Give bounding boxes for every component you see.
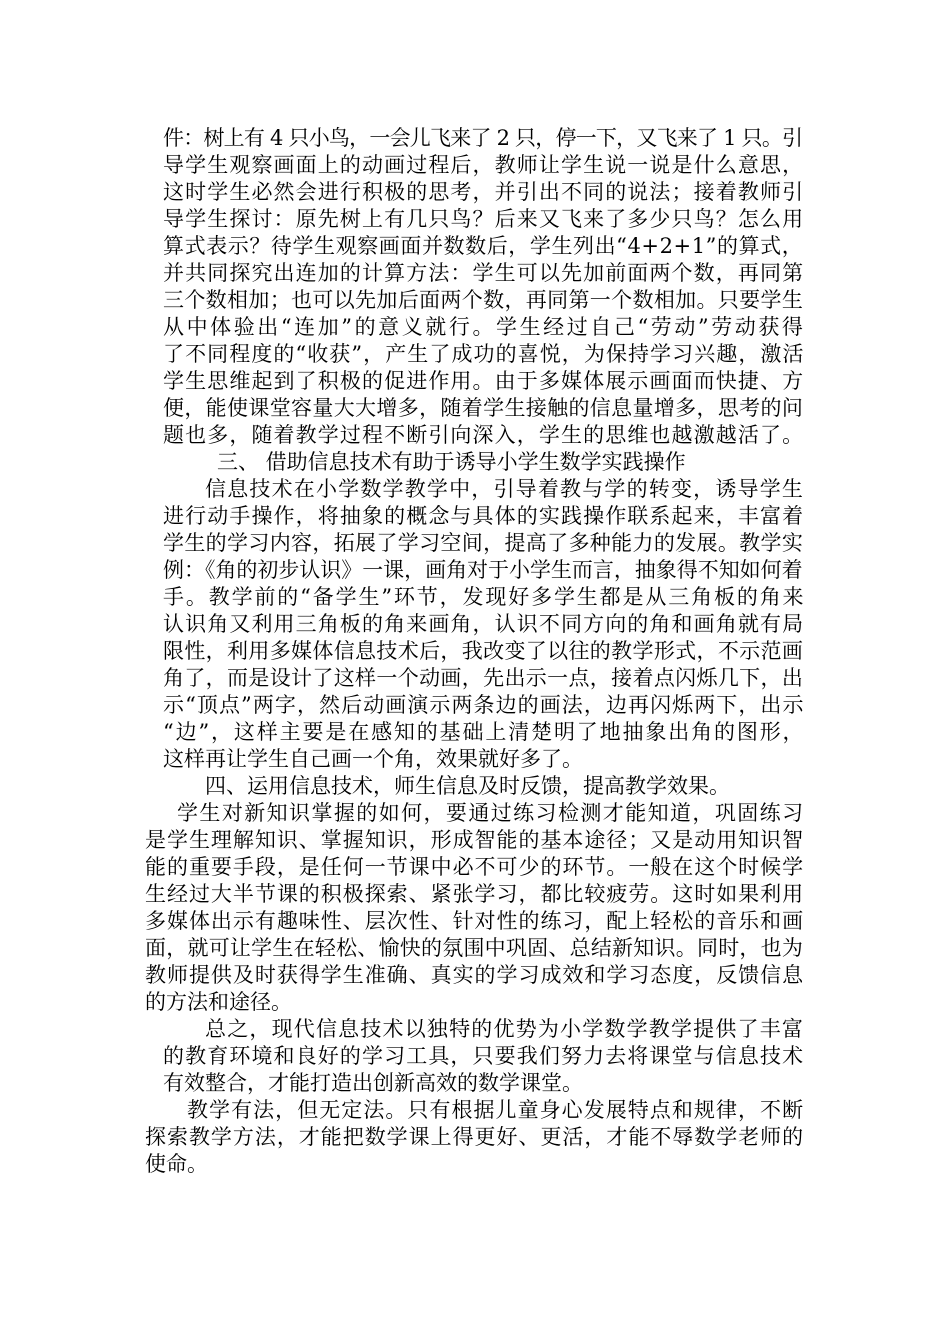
text-line: 这样再让学生自己画一个角，效果就好多了。 bbox=[163, 747, 583, 771]
text-line: 信息技术在小学数学教学中，引导着教与学的转变，诱导学生 bbox=[205, 477, 805, 501]
text-line: 导学生观察画面上的动画过程后，教师让学生说一说是什么意思， bbox=[163, 153, 805, 177]
text-line: 进行动手操作，将抽象的概念与具体的实践操作联系起来，丰富着 bbox=[163, 504, 805, 528]
text-line: 例：《角的初步认识》一课，画角对于小学生而言，抽象得不知如何着 bbox=[163, 558, 803, 582]
text-line: 多媒体出示有趣味性、层次性、针对性的练习，配上轻松的音乐和画 bbox=[145, 909, 805, 933]
text-line: 是学生理解知识、掌握知识，形成智能的基本途径；又是动用知识智 bbox=[145, 828, 805, 852]
text-line: 学生对新知识掌握的如何，要通过练习检测才能知道，巩固练习 bbox=[177, 801, 805, 825]
text-line: 限性，利用多媒体信息技术后，我改变了以往的教学形式，不示范画 bbox=[163, 639, 804, 663]
text-line: “边”，这样主要是在感知的基础上清楚明了地抽象出角的图形， bbox=[163, 720, 806, 744]
text-line: 手。教学前的“备学生”环节，发现好多学生都是从三角板的角来 bbox=[163, 585, 806, 609]
text-line: 便，能使课堂容量大大增多，随着学生接触的信息量增多，思考的问 bbox=[163, 396, 804, 420]
section-heading: 四、运用信息技术，师生信息及时反馈，提高教学效果。 bbox=[205, 774, 730, 798]
text-line: 算式表示？待学生观察画面并数数后，学生列出“4+2+1”的算式， bbox=[163, 234, 804, 258]
text-line: 探索教学方法，才能把数学课上得更好、更活，才能不辱数学老师的 bbox=[145, 1125, 805, 1149]
text-line: 学生的学习内容，拓展了学习空间，提高了多种能力的发展。教学实 bbox=[163, 531, 804, 555]
text-line: 题也多，随着教学过程不断引向深入，学生的思维也越激越活了。 bbox=[163, 423, 805, 447]
text-line: 学生思维起到了积极的促进作用。由于多媒体展示画面而快捷、方 bbox=[163, 369, 805, 393]
text-line: 这时学生必然会进行积极的思考，并引出不同的说法；接着教师引 bbox=[163, 180, 805, 204]
text-line: 教学有法，但无定法。只有根据儿童身心发展特点和规律，不断 bbox=[187, 1098, 805, 1122]
text-line: 的方法和途径。 bbox=[145, 990, 292, 1014]
text-line: 的教育环境和良好的学习工具，只要我们努力去将课堂与信息技术 bbox=[163, 1044, 805, 1068]
text-line: 件：树上有 4 只小鸟，一会儿飞来了 2 只，停一下，又飞来了 1 只。引 bbox=[163, 126, 803, 150]
text-line: 了不同程度的“收获”，产生了成功的喜悦，为保持学习兴趣，激活 bbox=[163, 342, 805, 366]
text-line: 示“顶点”两字，然后动画演示两条边的画法，边再闪烁两下，出示 bbox=[163, 693, 805, 717]
text-line: 面，就可让学生在轻松、愉快的氛围中巩固、总结新知识。同时，也为 bbox=[145, 936, 804, 960]
text-line: 并共同探究出连加的计算方法：学生可以先加前面两个数，再同第 bbox=[163, 261, 805, 285]
text-line: 能的重要手段，是任何一节课中必不可少的环节。一般在这个时候学 bbox=[145, 855, 805, 879]
text-line: 生经过大半节课的积极探索、紧张学习，都比较疲劳。这时如果利用 bbox=[145, 882, 805, 906]
text-line: 教师提供及时获得学生准确、真实的学习成效和学习态度，反馈信息 bbox=[145, 963, 805, 987]
text-line: 认识角又利用三角板的角来画角，认识不同方向的角和画角就有局 bbox=[163, 612, 805, 636]
text-line: 总之，现代信息技术以独特的优势为小学数学教学提供了丰富 bbox=[205, 1017, 805, 1041]
text-line: 三个数相加；也可以先加后面两个数，再同第一个数相加。只要学生 bbox=[163, 288, 804, 312]
text-line: 从中体验出“连加”的意义就行。学生经过自己“劳动”劳动获得 bbox=[163, 315, 806, 339]
text-line: 有效整合，才能打造出创新高效的数学课堂。 bbox=[163, 1071, 583, 1095]
section-heading: 三、 借助信息技术有助于诱导小学生数学实践操作 bbox=[217, 450, 686, 474]
text-line: 导学生探讨：原先树上有几只鸟？后来又飞来了多少只鸟？怎么用 bbox=[163, 207, 805, 231]
text-line: 使命。 bbox=[145, 1152, 208, 1176]
text-line: 角了，而是设计了这样一个动画，先出示一点，接着点闪烁几下，出 bbox=[163, 666, 804, 690]
